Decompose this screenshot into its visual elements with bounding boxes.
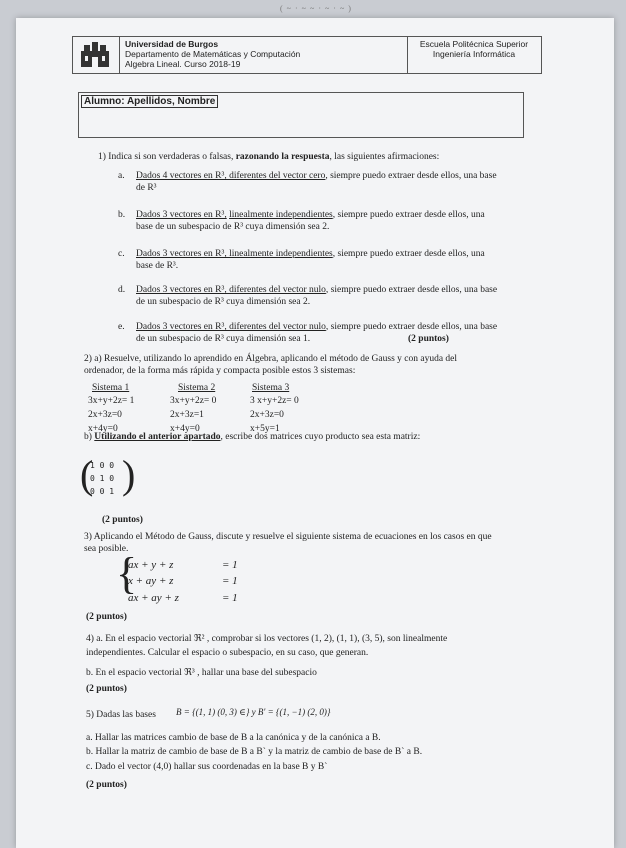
q4-line1: 4) a. En el espacio vectorial ℜ² , comprobar si los vectores (1, 2), (1, 1), (3, 5), son linealmente bbox=[86, 634, 448, 644]
header-divider bbox=[119, 37, 120, 73]
q3-points: (2 puntos) bbox=[86, 612, 127, 622]
q1-d-text: Dados 3 vectores en R³, diferentes del vector nulo, siempre puedo extraer desde ellos, una base bbox=[136, 285, 498, 295]
q1-e-text: Dados 3 vectores en R³, diferentes del vector nulo, siempre puedo extraer desde ellos, una base bbox=[136, 322, 498, 332]
q1-e-label: e. bbox=[118, 322, 125, 332]
q5-bases: B = {(1, 1) (0, 3) ∈} y B' = {(1, −1) (2, 0)} bbox=[176, 707, 331, 717]
matrix-right-paren: ) bbox=[122, 452, 136, 497]
matrix-row-2: 0 1 0 bbox=[90, 474, 115, 483]
q1-a-line2: de R³ bbox=[136, 183, 157, 193]
q5-points: (2 puntos) bbox=[86, 780, 127, 790]
q1-points: (2 puntos) bbox=[408, 334, 449, 344]
q2-line1: 2) a) Resuelve, utilizando lo aprendido en Álgebra, aplicando el método de Gauss y con ayuda del bbox=[84, 354, 458, 364]
q3-eq3-right: = 1 bbox=[222, 592, 238, 604]
q1-b-label: b. bbox=[118, 210, 126, 220]
university-logo-icon bbox=[79, 41, 111, 69]
q3-line2: sea posible. bbox=[84, 544, 129, 554]
q2-points: (2 puntos) bbox=[102, 515, 143, 525]
course-name: Algebra Lineal. Curso 2018-19 bbox=[125, 59, 241, 69]
header-divider-right bbox=[407, 37, 408, 73]
header-box bbox=[72, 36, 542, 74]
q1-b-line2: base de un subespacio de R³ cuya dimensión sea 2. bbox=[136, 222, 330, 232]
matrix-row-1: 1 0 0 bbox=[90, 461, 115, 470]
q1-e-line2: de un subespacio de R³ cuya dimensión sea 1. bbox=[136, 334, 311, 344]
q1-d-label: d. bbox=[118, 285, 126, 295]
q3-eq3-left: ax + ay + z bbox=[128, 592, 179, 604]
q3-line1: 3) Aplicando el Método de Gauss, discute y resuelve el siguiente sistema de ecuaciones en los casos en que bbox=[84, 532, 492, 542]
student-label: Alumno: Apellidos, Nombre bbox=[81, 95, 218, 108]
system1-eq3: x+4y=0 bbox=[88, 424, 118, 434]
q1-c-text: Dados 3 vectores en R³, linealmente independientes, siempre puedo extraer desde ellos, una bbox=[136, 249, 485, 259]
matrix-left-paren: ( bbox=[80, 452, 94, 497]
q3-eq2-right: = 1 bbox=[222, 575, 238, 587]
q1-intro: 1) Indica si son verdaderas o falsas, razonando la respuesta, las siguientes afirmaciones: bbox=[98, 152, 440, 162]
q5-c: c. Dado el vector (4,0) hallar sus coordenadas en la base B y B` bbox=[86, 762, 328, 772]
q4-line2: independientes. Calcular el espacio o subespacio, en su caso, que generan. bbox=[86, 648, 369, 658]
q5-a: a. Hallar las matrices cambio de base de B a la canónica y de la canónica a B. bbox=[86, 733, 381, 743]
q1-d-line2: de un subespacio de R³ cuya dimensión sea 2. bbox=[136, 297, 311, 307]
q3-eq1-right: = 1 bbox=[222, 559, 238, 571]
system2-eq1: 3x+y+2z= 0 bbox=[170, 396, 217, 406]
school-name: Escuela Politécnica Superior bbox=[419, 39, 529, 49]
q3-eq1-left: ax + y + z bbox=[128, 559, 174, 571]
q4-line3: b. En el espacio vectorial ℜ³ , hallar una base del subespacio bbox=[86, 668, 317, 678]
system3-eq3: x+5y=1 bbox=[250, 424, 280, 434]
top-scribble: ( ~ · ~ ~ · ~ · ~ ) bbox=[280, 4, 352, 13]
student-name-box[interactable] bbox=[78, 92, 524, 138]
q1-b-text: Dados 3 vectores en R³, linealmente independientes, siempre puedo extraer desde ellos, una bbox=[136, 210, 485, 220]
system2-eq2: 2x+3z=1 bbox=[170, 410, 204, 420]
system2-title: Sistema 2 bbox=[178, 383, 216, 393]
q1-c-line2: base de R³. bbox=[136, 261, 179, 271]
system-brace: { bbox=[116, 549, 138, 598]
q2-b: b) Utilizando el anterior apartado, escribe dos matrices cuyo producto sea esta matriz: bbox=[84, 432, 421, 442]
header-left bbox=[125, 39, 300, 69]
system3-title: Sistema 3 bbox=[252, 383, 290, 393]
matrix-row-3: 0 0 1 bbox=[90, 487, 115, 496]
system3-eq2: 2x+3z=0 bbox=[250, 410, 284, 420]
q1-a-label: a. bbox=[118, 171, 125, 181]
q2-line2: ordenador, de la forma más rápida y compacta posible estos 3 sistemas: bbox=[84, 366, 356, 376]
degree-name: Ingeniería Informática bbox=[432, 49, 516, 59]
system1-title: Sistema 1 bbox=[92, 383, 130, 393]
system3-eq1: 3 x+y+2z= 0 bbox=[250, 396, 299, 406]
q1-c-label: c. bbox=[118, 249, 125, 259]
system1-eq2: 2x+3z=0 bbox=[88, 410, 122, 420]
department-name: Departamento de Matemáticas y Computación bbox=[125, 49, 301, 59]
system2-eq3: x+4y=0 bbox=[170, 424, 200, 434]
system1-eq1: 3x+y+2z= 1 bbox=[88, 396, 135, 406]
university-name: Universidad de Burgos bbox=[125, 39, 219, 49]
q4-points: (2 puntos) bbox=[86, 684, 127, 694]
q1-a-text: Dados 4 vectores en R³, diferentes del vector cero, siempre puedo extraer desde ellos, una base bbox=[136, 171, 497, 181]
header-right bbox=[411, 39, 537, 59]
q5-b: b. Hallar la matriz de cambio de base de B a B` y la matriz de cambio de base de B` a B. bbox=[86, 747, 423, 757]
q5-intro: 5) Dadas las bases bbox=[86, 710, 156, 720]
q3-eq2-left: x + ay + z bbox=[128, 575, 174, 587]
